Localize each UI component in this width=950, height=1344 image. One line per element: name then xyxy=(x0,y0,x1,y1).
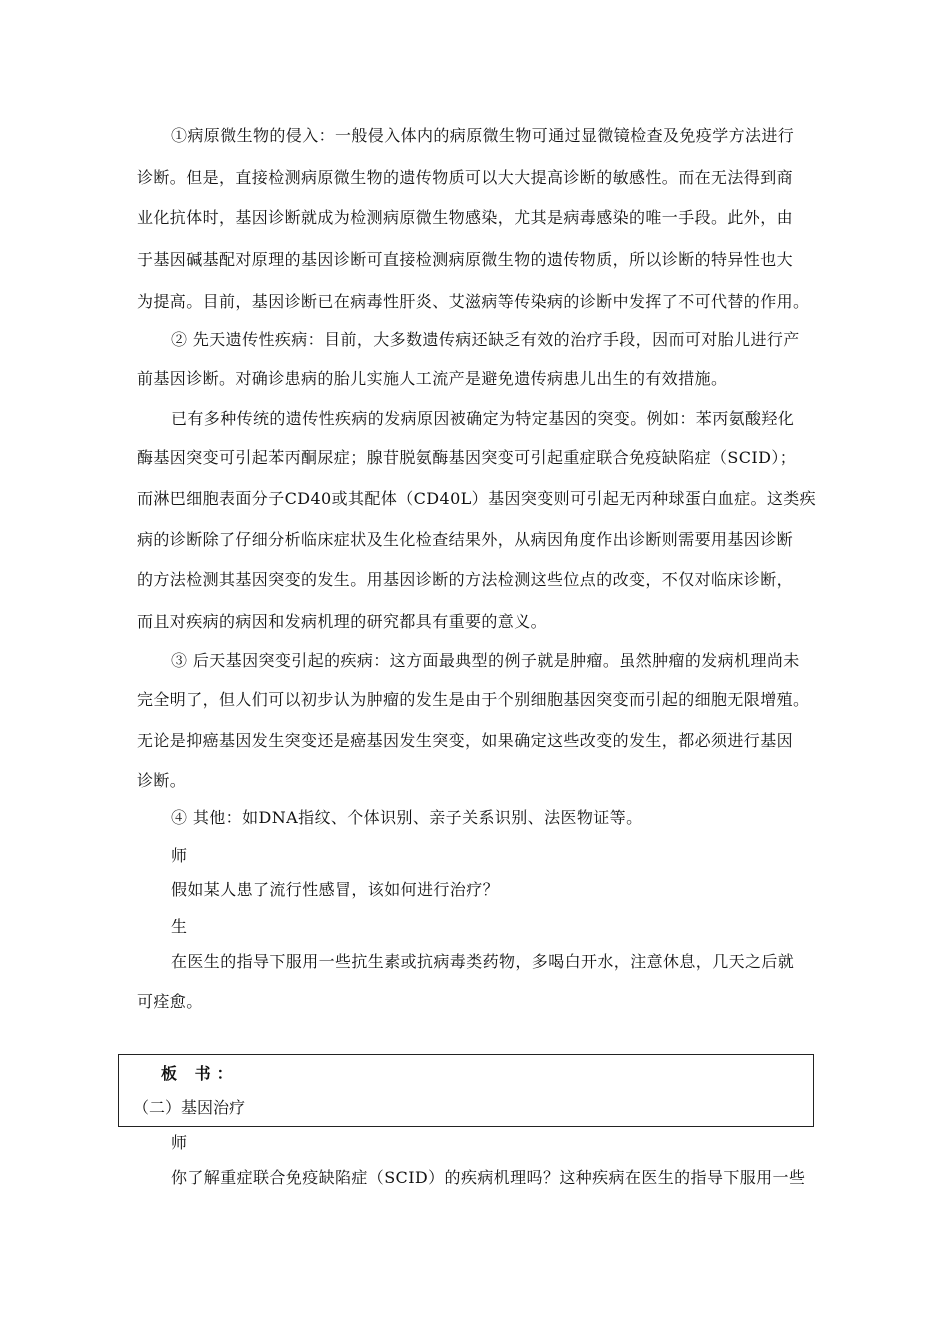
paragraph-line: 前基因诊断。对确诊患病的胎儿实施人工流产是避免遗传病患儿出生的有效措施。 xyxy=(137,369,728,388)
student-answer-line: 可痊愈。 xyxy=(137,992,203,1011)
paragraph-line: 而淋巴细胞表面分子CD40或其配体（CD40L）基因突变则可引起无丙种球蛋白血症。这类疾 xyxy=(137,489,817,508)
paragraph-line: 于基因碱基配对原理的基因诊断可直接检测病原微生物的遗传物质，所以诊断的特异性也大 xyxy=(137,250,794,269)
teacher-question: 你了解重症联合免疫缺陷症（SCID）的疾病机理吗？这种疾病在医生的指导下服用一些 xyxy=(171,1168,806,1187)
paragraph-line: 诊断。 xyxy=(137,771,187,790)
paragraph-line: 酶基因突变可引起苯丙酮尿症；腺苷脱氨酶基因突变可引起重症联合免疫缺陷症（SCID）； xyxy=(137,448,797,467)
speaker-label-student: 生 xyxy=(171,917,188,936)
paragraph-line: ①病原微生物的侵入：一般侵入体内的病原微生物可通过显微镜检查及免疫学方法进行 xyxy=(171,126,795,145)
speaker-label-teacher: 师 xyxy=(171,846,188,865)
paragraph-line: 病的诊断除了仔细分析临床症状及生化检查结果外，从病因角度作出诊断则需要用基因诊断 xyxy=(137,530,794,549)
paragraph-line: ③ 后天基因突变引起的疾病：这方面最典型的例子就是肿瘤。虽然肿瘤的发病机理尚未 xyxy=(171,651,800,670)
board-title: 板 书： xyxy=(161,1064,239,1083)
speaker-label-teacher: 师 xyxy=(171,1133,188,1152)
paragraph-line: ② 先天遗传性疾病：目前，大多数遗传病还缺乏有效的治疗手段，因而可对胎儿进行产 xyxy=(171,330,800,349)
paragraph-line: 已有多种传统的遗传性疾病的发病原因被确定为特定基因的突变。例如：苯丙氨酸羟化 xyxy=(171,409,795,428)
blackboard-box xyxy=(118,1054,814,1127)
paragraph-line: 完全明了，但人们可以初步认为肿瘤的发生是由于个别细胞基因突变而引起的细胞无限增殖。 xyxy=(137,690,810,709)
paragraph-line: 的方法检测其基因突变的发生。用基因诊断的方法检测这些位点的改变，不仅对临床诊断， xyxy=(137,570,794,589)
paragraph-line: 无论是抑癌基因发生突变还是癌基因发生突变，如果确定这些改变的发生，都必须进行基因 xyxy=(137,731,794,750)
paragraph-line: 业化抗体时，基因诊断就成为检测病原微生物感染，尤其是病毒感染的唯一手段。此外，由 xyxy=(137,208,794,227)
student-answer-line: 在医生的指导下服用一些抗生素或抗病毒类药物，多喝白开水，注意休息，几天之后就 xyxy=(171,952,795,971)
paragraph-line: ④ 其他：如DNA指纹、个体识别、亲子关系识别、法医物证等。 xyxy=(171,808,643,827)
paragraph-line: 而且对疾病的病因和发病机理的研究都具有重要的意义。 xyxy=(137,612,548,631)
board-item: （二）基因治疗 xyxy=(133,1098,246,1117)
paragraph-line: 诊断。但是，直接检测病原微生物的遗传物质可以大大提高诊断的敏感性。而在无法得到商 xyxy=(137,168,794,187)
teacher-question: 假如某人患了流行性感冒，该如何进行治疗？ xyxy=(171,880,500,899)
paragraph-line: 为提高。目前，基因诊断已在病毒性肝炎、艾滋病等传染病的诊断中发挥了不可代替的作用。 xyxy=(137,292,810,311)
